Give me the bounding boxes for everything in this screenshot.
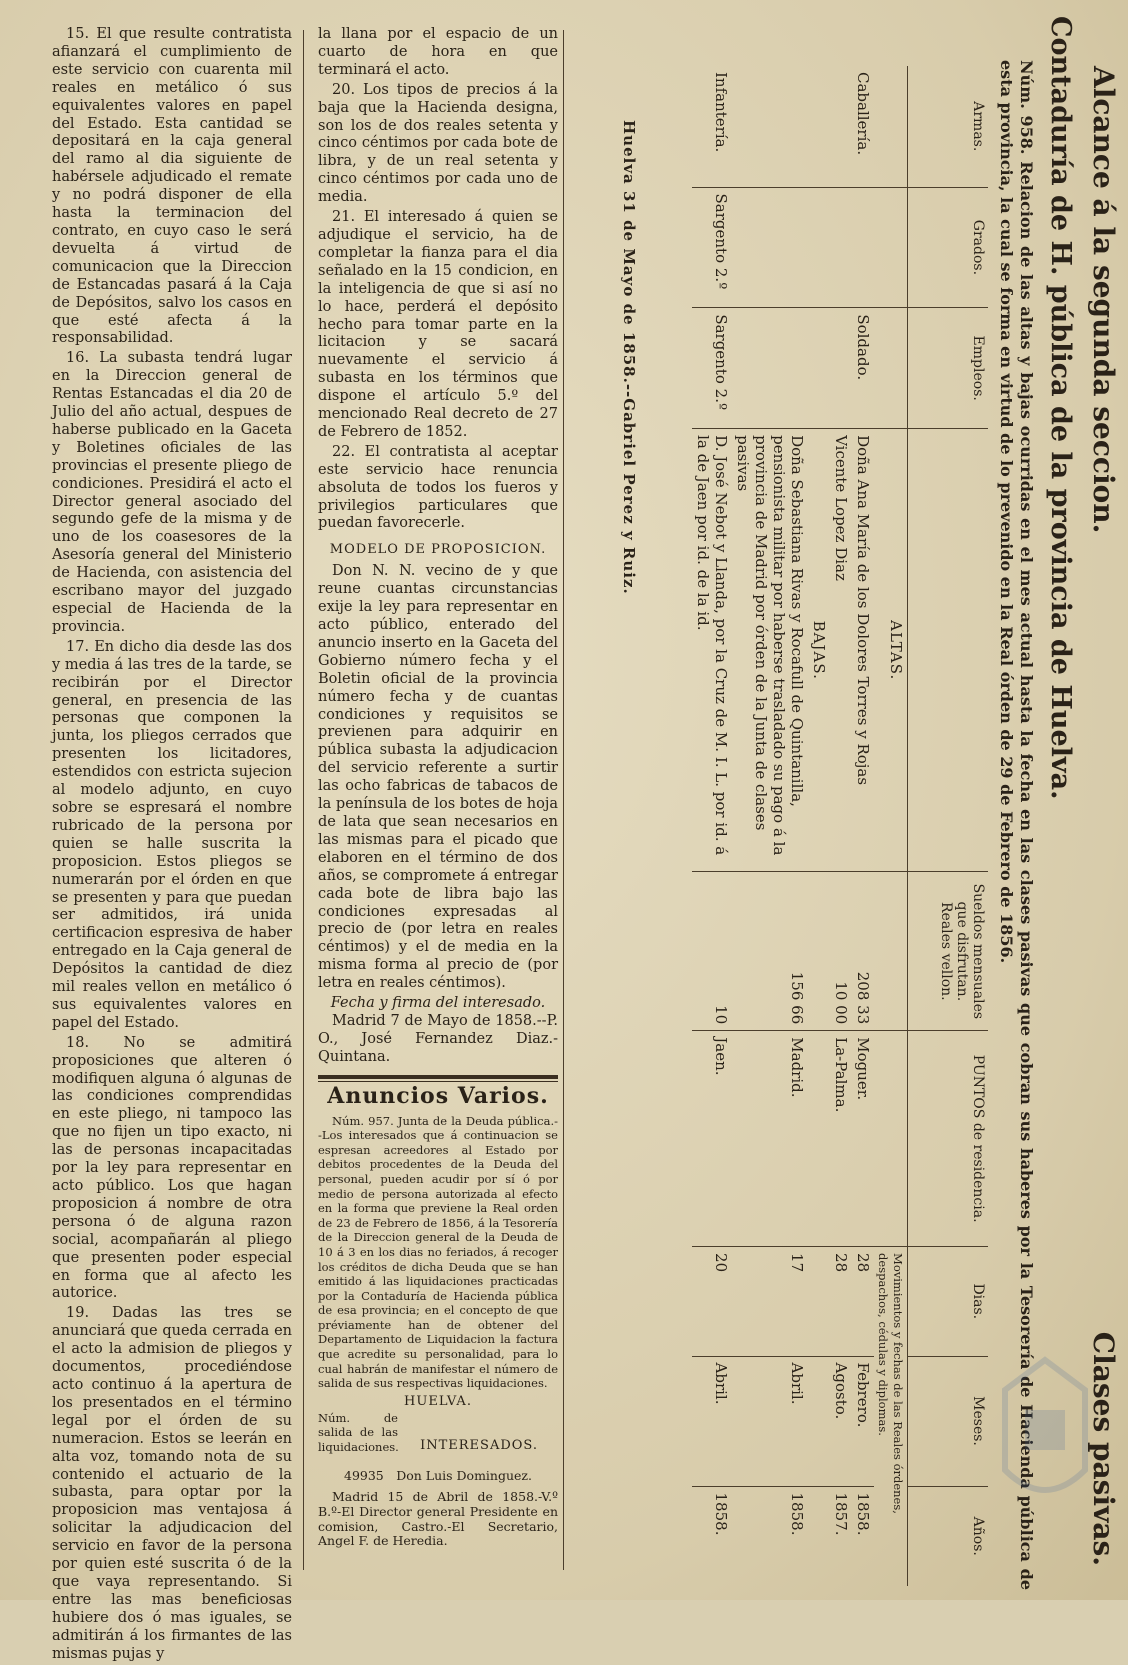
anuncios-heading: Anuncios Varios. <box>327 1082 549 1109</box>
interesados-label: INTERESADOS. <box>420 1437 538 1453</box>
col-anos: Años. <box>908 1486 989 1586</box>
condition-19-continued: la llana por el espacio de un cuarto de hora en que terminará el acto. <box>318 26 558 78</box>
alcance-heading: Alcance á la segunda seccion. <box>1087 66 1120 534</box>
fecha-firma: Fecha y firma del interesado. <box>330 995 546 1012</box>
date-signature: Huelva 31 de Mayo de 1858.--Gabriel Perez y Ruiz. <box>620 120 638 595</box>
table-header <box>908 66 989 1586</box>
anuncio-957: Núm. 957. Junta de la Deuda pública.--Los interesados que á continuacion se espresan acreedores al Estado por debitos procedentes de la Deuda del personal, pueden acudir por sí ó por medio de persona autorizada al efecto en la forma que previene la Real orden de 23 de Febrero de 1856, á la Tesorería de la Direccion general de la Deuda de 10 á 3 en los dias no feriados, á recoger los créditos de dicha Deuda que se han emitido á las liquidaciones practicadas por la Contaduría de Hacienda pública de esa provincia; en el concepto de que préviamente han de obtener del Departamento de Liquidacion la factura que acredite su personalidad, para lo cual habrán de manifestar el número de salida de sus respectivas liquidaciones. <box>318 1113 558 1391</box>
huelva-label: HUELVA. <box>404 1393 472 1409</box>
madrid-signature: Madrid 7 de Mayo de 1858.--P. O., José Fernandez Diaz.-Quintana. <box>318 1012 558 1065</box>
relacion-title: Núm. 958. Relacion de las altas y bajas ocurridas en el mes actual hasta la fecha en las clases pasivas que cobran sus haberes por la Tesorería de Hacienda pública de esta provincia, la cual se forma en virtud de lo prevenido en la Real órden de 29 de Febrero de 1856. <box>997 60 1036 1590</box>
contaduria-heading: Contaduría de H. pública de la provincia de Huelva. <box>1045 16 1076 800</box>
condition-15: 15. El que resulte contratista afianzará el cumplimiento de este servicio con cuarenta mil reales en metálico ó sus equivalentes valores en papel del Estado. Esta cantidad se depositará en la caja general del ramo al dia siguiente de habérsele adjudicado el remate y no podrá disponer de ella hasta la terminacion del contrato, en cuyo caso le será devuelta á virtud de comunicacion que la Direccion de Estancadas pasará á la Caja de Depósitos, salvo los casos en que esté afecta á la responsabilidad. <box>52 26 292 347</box>
condition-18: 18. No se admitirá proposiciones que alteren ó modifiquen alguna ó algunas de las condiciones comprendidas en este pliego, ni tampoco las que no fijen un tipo exacto, ni las de personas incapacitadas por la ley para representar en acto público. Los que hagan proposicion á nombre de otra persona ó de alguna razon social, acompañarán al pliego que presenten poder especial en forma que al afecto les autorice. <box>52 1034 292 1302</box>
table-row: Doña Sebastiana Rivas y Rocafull de Quintanilla, pensionista militar por haberse trasladado su pago á la provincia de Madrid por órden de la Junta de clases pasivas 156 66 Madrid. 17 Abril. 1858. <box>732 66 808 1586</box>
section-rule-thin <box>318 1081 558 1082</box>
table-row: Vicente Lopez Diaz 10 00 La-Palma. 28 Agosto. 1857. <box>830 66 852 1586</box>
movimientos-label: Movimientos y fechas de las Reales órdenes, despachos, cédulas y diplomas. <box>876 1253 905 1514</box>
section-rule <box>318 1075 558 1079</box>
clases-pasivas-heading: Clases pasivas. <box>1087 1331 1120 1566</box>
list-item <box>318 1467 558 1485</box>
closing-signature: Madrid 15 de Abril de 1858.-V.º B.º-El Director general Presidente en comision, Castro.-El Secretario, Angel F. de Heredia. <box>318 1489 558 1549</box>
modelo-heading: MODELO DE PROPOSICION. <box>329 542 547 558</box>
entry-name: Don Luis Dominguez. <box>396 1467 532 1483</box>
num-salida-label: Núm. de salida de las liquidaciones. <box>318 1410 399 1454</box>
modelo-body: Don N. N. vecino de y que reune cuantas circunstancias exije la ley para representar en acto público, enterado del anuncio inserto en la Gaceta del Gobierno número fecha y el Boletin oficial de la provincia número fecha y de cuantas condiciones y requisitos se previenen para adquirir en pública subasta la adjudicacion del servicio referente a surtir las ocho fabricas de tabacos de la península de los botes de hoja de lata que sean necesarios en las mismas para el picado que elaboren en el término de dos años, se compromete á entregar cada bote de libra bajo las condiciones expresadas al precio de (por letra en reales céntimos) y el de media en la misma forma al precio de (por letra en reales céntimos). <box>318 563 558 992</box>
table-row: Caballería. Soldado. Doña Ana María de los Dolores Torres y Rojas 208 33 Moguer. 28 Febrero. 1858. <box>852 66 874 1586</box>
library-watermark-logo <box>990 1350 1100 1550</box>
condition-19: 19. Dadas las tres se anunciará que queda cerrada en el acto la admision de pliegos y documentos, procediéndose acto continuo á la apertura de los presentados en el término legal por el órden de su numeracion. Estos se leerán en alta voz, tomando nota de su contenido el actuario de la subasta, para optar por la proposicion mas ventajosa á solicitar la adjudicacion del servicio en favor de la persona por quien esté suscrita ó de la que vaya representando. Si entre las mas beneficiosas hubiere dos ó mas iguales, se admitirán á los firmantes de las mismas pujas y <box>52 1305 292 1662</box>
bajas-label: BAJAS. <box>808 429 830 872</box>
col-meses: Meses. <box>908 1356 989 1486</box>
col-empleos: Empleos. <box>908 308 989 429</box>
column-divider <box>303 30 304 1570</box>
column-left <box>52 26 292 1665</box>
col-dias: Dias. <box>908 1247 989 1356</box>
col-nombres <box>908 429 989 872</box>
col-armas: Armas. <box>908 66 989 187</box>
alcance-row <box>1087 66 1120 1566</box>
clases-pasivas-table <box>692 66 988 1586</box>
altas-label: ALTAS. <box>874 429 908 872</box>
condition-22: 22. El contratista al aceptar este servicio hace renuncia absoluta de todos los fueros y privilegios particulares que puedan favorecerle. <box>318 443 558 532</box>
table-row <box>874 66 908 1586</box>
condition-16: 16. La subasta tendrá lugar en la Direccion general de Rentas Estancadas el dia 20 de Julio del año actual, despues de haberse publicado en la Gaceta y Boletines oficiales de las provincias el presente pliego de condiciones. Presidirá el acto el Director general asociado del segundo gefe de la misma y de uno de los coasesores de la Asesoría general del Ministerio de Hacienda, con asistencia del escribano mayor del juzgado especial de Hacienda de la provincia. <box>52 350 292 635</box>
entry-number: 49935 <box>344 1467 384 1483</box>
column-divider <box>563 30 564 1570</box>
table-row: Infantería. Sargento 2.º Sargento 2.º D. José Nebot y Llanda, por la Cruz de M. I. L. por id. á la de Jaen por id. de la id. 10 Jaen. 20 Abril. 1858. <box>692 66 732 1586</box>
col-sueldos: Sueldos mensuales que disfrutan. Reales vellon. <box>908 872 989 1031</box>
col-puntos: PUNTOS de residencia. <box>908 1031 989 1247</box>
column-middle <box>318 26 558 1551</box>
condition-17: 17. En dicho dia desde las dos y media á las tres de la tarde, se recibirán por el Director general, en presencia de las personas que componen la junta, los pliegos cerrados que presenten los licitadores, estendidos con estricta sujecion al modelo adjunto, en cuyo sobre se espresará el nombre rubricado de la persona por quien se halle suscrita la proposicion. Estos pliegos se numerarán por el órden en que se presenten y para que puedan ser admitidos, irá unida certificacion espresiva de haber entregado en la Caja general de Depósitos la cantidad de diez mil reales vellon en metálico ó sus equivalentes valores en papel del Estado. <box>52 638 292 1031</box>
condition-20: 20. Los tipos de precios á la baja que la Hacienda designa, son los de dos reales setenta y cinco céntimos por cada bote de libra, y de un real setenta y cinco céntimos por cada uno de media. <box>318 81 558 206</box>
condition-21: 21. El interesado á quien se adjudique el servicio, ha de completar la fianza para el dia señalado en la 15 condicion, en la inteligencia de que si así no lo hace, perderá el depósito hecho para tomar parte en la licitacion y se sacará nuevamente el servicio á subasta en los términos que dispone el artículo 5.º del mencionado Real decreto de 27 de Febrero de 1852. <box>318 209 558 440</box>
table-row <box>808 66 830 1586</box>
col-grados: Grados. <box>908 187 989 308</box>
